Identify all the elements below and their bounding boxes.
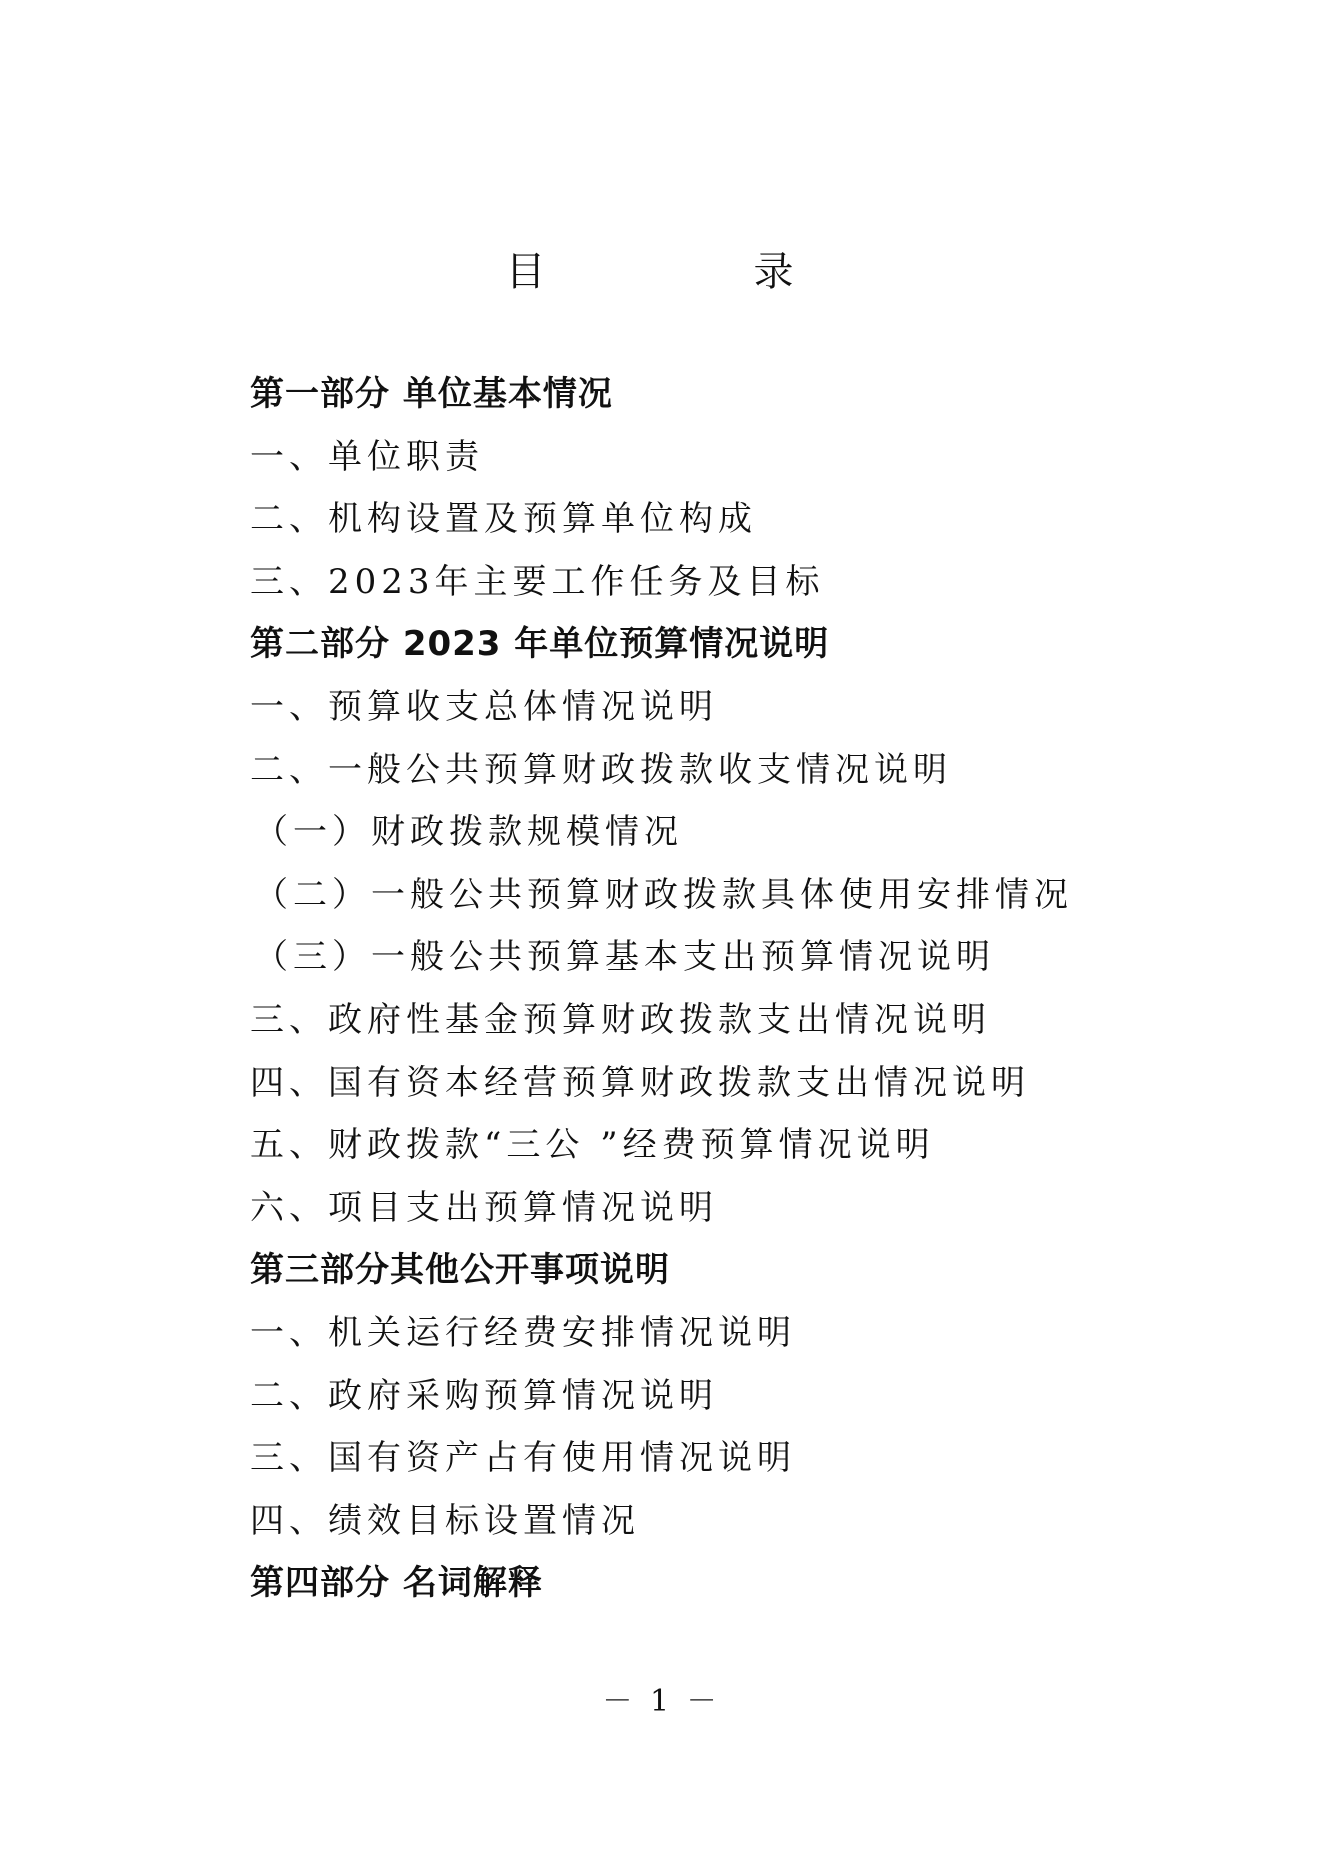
toc-part-2: 第二部分 2023 年单位预算情况说明 [250,624,830,665]
toc-entry: 四、国有资本经营预算财政拨款支出情况说明 [250,1062,1030,1103]
page-number: － 1 － [602,1684,721,1719]
toc-entry: 二、一般公共预算财政拨款收支情况说明 [250,749,952,790]
toc-entry: 二、政府采购预算情况说明 [250,1375,718,1416]
toc-part-1: 第一部分 单位基本情况 [250,374,613,414]
toc-subentry: （一）财政拨款规模情况 [254,812,683,853]
toc-entry: 一、机关运行经费安排情况说明 [250,1312,796,1353]
toc-entry: 三、2023年主要工作任务及目标 [250,561,825,602]
toc-part-4: 第四部分 名词解释 [250,1563,543,1604]
toc-entry: 二、机构设置及预算单位构成 [250,499,757,540]
toc-entry: 三、政府性基金预算财政拨款支出情况说明 [250,999,991,1040]
toc-entry: 四、绩效目标设置情况 [250,1500,640,1541]
toc-title: 目 录 [505,249,878,295]
toc-subentry: （二）一般公共预算财政拨款具体使用安排情况 [254,874,1073,915]
toc-entry: 一、预算收支总体情况说明 [250,686,718,727]
toc-entry: 五、财政拨款“三公 ”经费预算情况说明 [250,1125,935,1166]
toc-entry: 六、项目支出预算情况说明 [250,1187,718,1228]
toc-entry: 一、单位职责 [250,436,484,477]
table-of-contents [250,372,1150,1624]
toc-entry: 三、国有资产占有使用情况说明 [250,1438,796,1479]
toc-subentry: （三）一般公共预算基本支出预算情况说明 [254,937,995,978]
toc-part-3: 第三部分其他公开事项说明 [250,1250,670,1291]
